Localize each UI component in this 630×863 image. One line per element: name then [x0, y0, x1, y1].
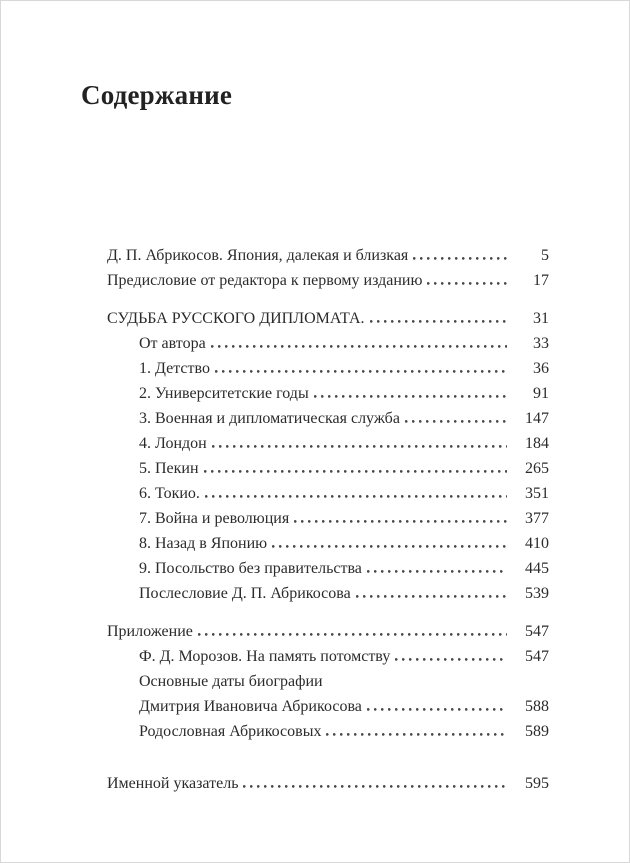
toc-entry-page: 588	[525, 698, 549, 715]
toc-entry	[107, 669, 549, 694]
dot-leader	[205, 493, 507, 498]
toc-entry	[107, 644, 549, 669]
dot-leader	[370, 318, 507, 323]
dot-leader	[314, 393, 507, 398]
toc-entry-label: 6. Токио.	[139, 485, 200, 502]
toc-entry	[107, 306, 549, 331]
dot-leader	[427, 280, 507, 285]
dot-leader	[405, 418, 507, 423]
dot-leader	[204, 468, 507, 473]
toc-entry-label: 7. Война и революция	[139, 510, 290, 527]
toc-entry	[107, 694, 549, 719]
toc-entry-label: Основные даты биографии	[139, 673, 323, 690]
toc-entry-page: 445	[525, 560, 549, 577]
toc-entry-page: 184	[525, 435, 549, 452]
toc-entry	[107, 481, 549, 506]
toc-entry-label: Послесловие Д. П. Абрикосова	[139, 585, 351, 602]
toc-entry	[107, 268, 549, 293]
toc-entry-page: 589	[525, 723, 549, 740]
toc-entry-label: Приложение	[107, 623, 193, 640]
toc-entry	[107, 581, 549, 606]
toc-entry	[107, 619, 549, 644]
toc-entry-label: 4. Лондон	[139, 435, 207, 452]
toc-entry-page: 147	[525, 410, 549, 427]
dot-leader	[356, 593, 507, 598]
toc-entry-label: СУДЬБА РУССКОГО ДИПЛОМАТА.	[107, 310, 365, 327]
toc-entry-page: 351	[525, 485, 549, 502]
toc-entry-label: Предисловие от редактора к первому изданию	[107, 272, 423, 289]
dot-leader	[212, 443, 507, 448]
toc-entry-page: 33	[533, 335, 549, 352]
toc-entry-page: 547	[525, 648, 549, 665]
dot-leader	[294, 518, 507, 523]
toc-entry-label: Дмитрия Ивановича Абрикосова	[139, 698, 362, 715]
toc-entry-label: Именной указатель	[107, 775, 239, 792]
toc-entry-page: 410	[525, 535, 549, 552]
toc-entry	[107, 771, 549, 796]
dot-leader	[326, 731, 507, 736]
toc-entry-label: Родословная Абрикосовых	[139, 723, 322, 740]
toc-entry-page: 5	[541, 247, 549, 264]
dot-leader	[243, 783, 507, 788]
toc-entry	[107, 356, 549, 381]
toc-entry-label: 2. Университетские годы	[139, 385, 309, 402]
toc-entry	[107, 381, 549, 406]
toc-entry	[107, 506, 549, 531]
toc-entry-page: 539	[525, 585, 549, 602]
toc-entry	[107, 331, 549, 356]
toc-entry	[107, 431, 549, 456]
dot-leader	[413, 255, 507, 260]
toc-entry-label: Ф. Д. Морозов. На память потомству	[139, 648, 391, 665]
dot-leader	[367, 568, 507, 573]
toc-entry-page: 595	[525, 775, 549, 792]
toc-entry-page: 17	[533, 272, 549, 289]
toc-entry-page: 36	[533, 360, 549, 377]
toc-list	[107, 243, 549, 796]
toc-entry-label: Д. П. Абрикосов. Япония, далекая и близкая	[107, 247, 409, 264]
toc-entry	[107, 556, 549, 581]
toc-entry	[107, 456, 549, 481]
toc-entry	[107, 531, 549, 556]
toc-entry-label: 1. Детство	[139, 360, 210, 377]
toc-entry-page: 547	[525, 623, 549, 640]
page-title: Содержание	[81, 80, 233, 110]
dot-leader	[198, 631, 507, 636]
toc-entry-page: 91	[533, 385, 549, 402]
toc-entry	[107, 406, 549, 431]
dot-leader	[367, 706, 507, 711]
toc-entry-label: 9. Посольство без правительства	[139, 560, 362, 577]
toc-entry-label: 3. Военная и дипломатическая служба	[139, 410, 400, 427]
dot-leader	[211, 343, 507, 348]
toc-entry-label: От автора	[139, 335, 206, 352]
toc-entry	[107, 719, 549, 744]
toc-entry-page: 31	[533, 310, 549, 327]
dot-leader	[272, 543, 507, 548]
toc-entry	[107, 243, 549, 268]
dot-leader	[215, 368, 507, 373]
toc-entry-page: 265	[525, 460, 549, 477]
toc-entry-label: 5. Пекин	[139, 460, 199, 477]
toc-entry-label: 8. Назад в Японию	[139, 535, 268, 552]
toc-entry-page: 377	[525, 510, 549, 527]
dot-leader	[395, 656, 507, 661]
